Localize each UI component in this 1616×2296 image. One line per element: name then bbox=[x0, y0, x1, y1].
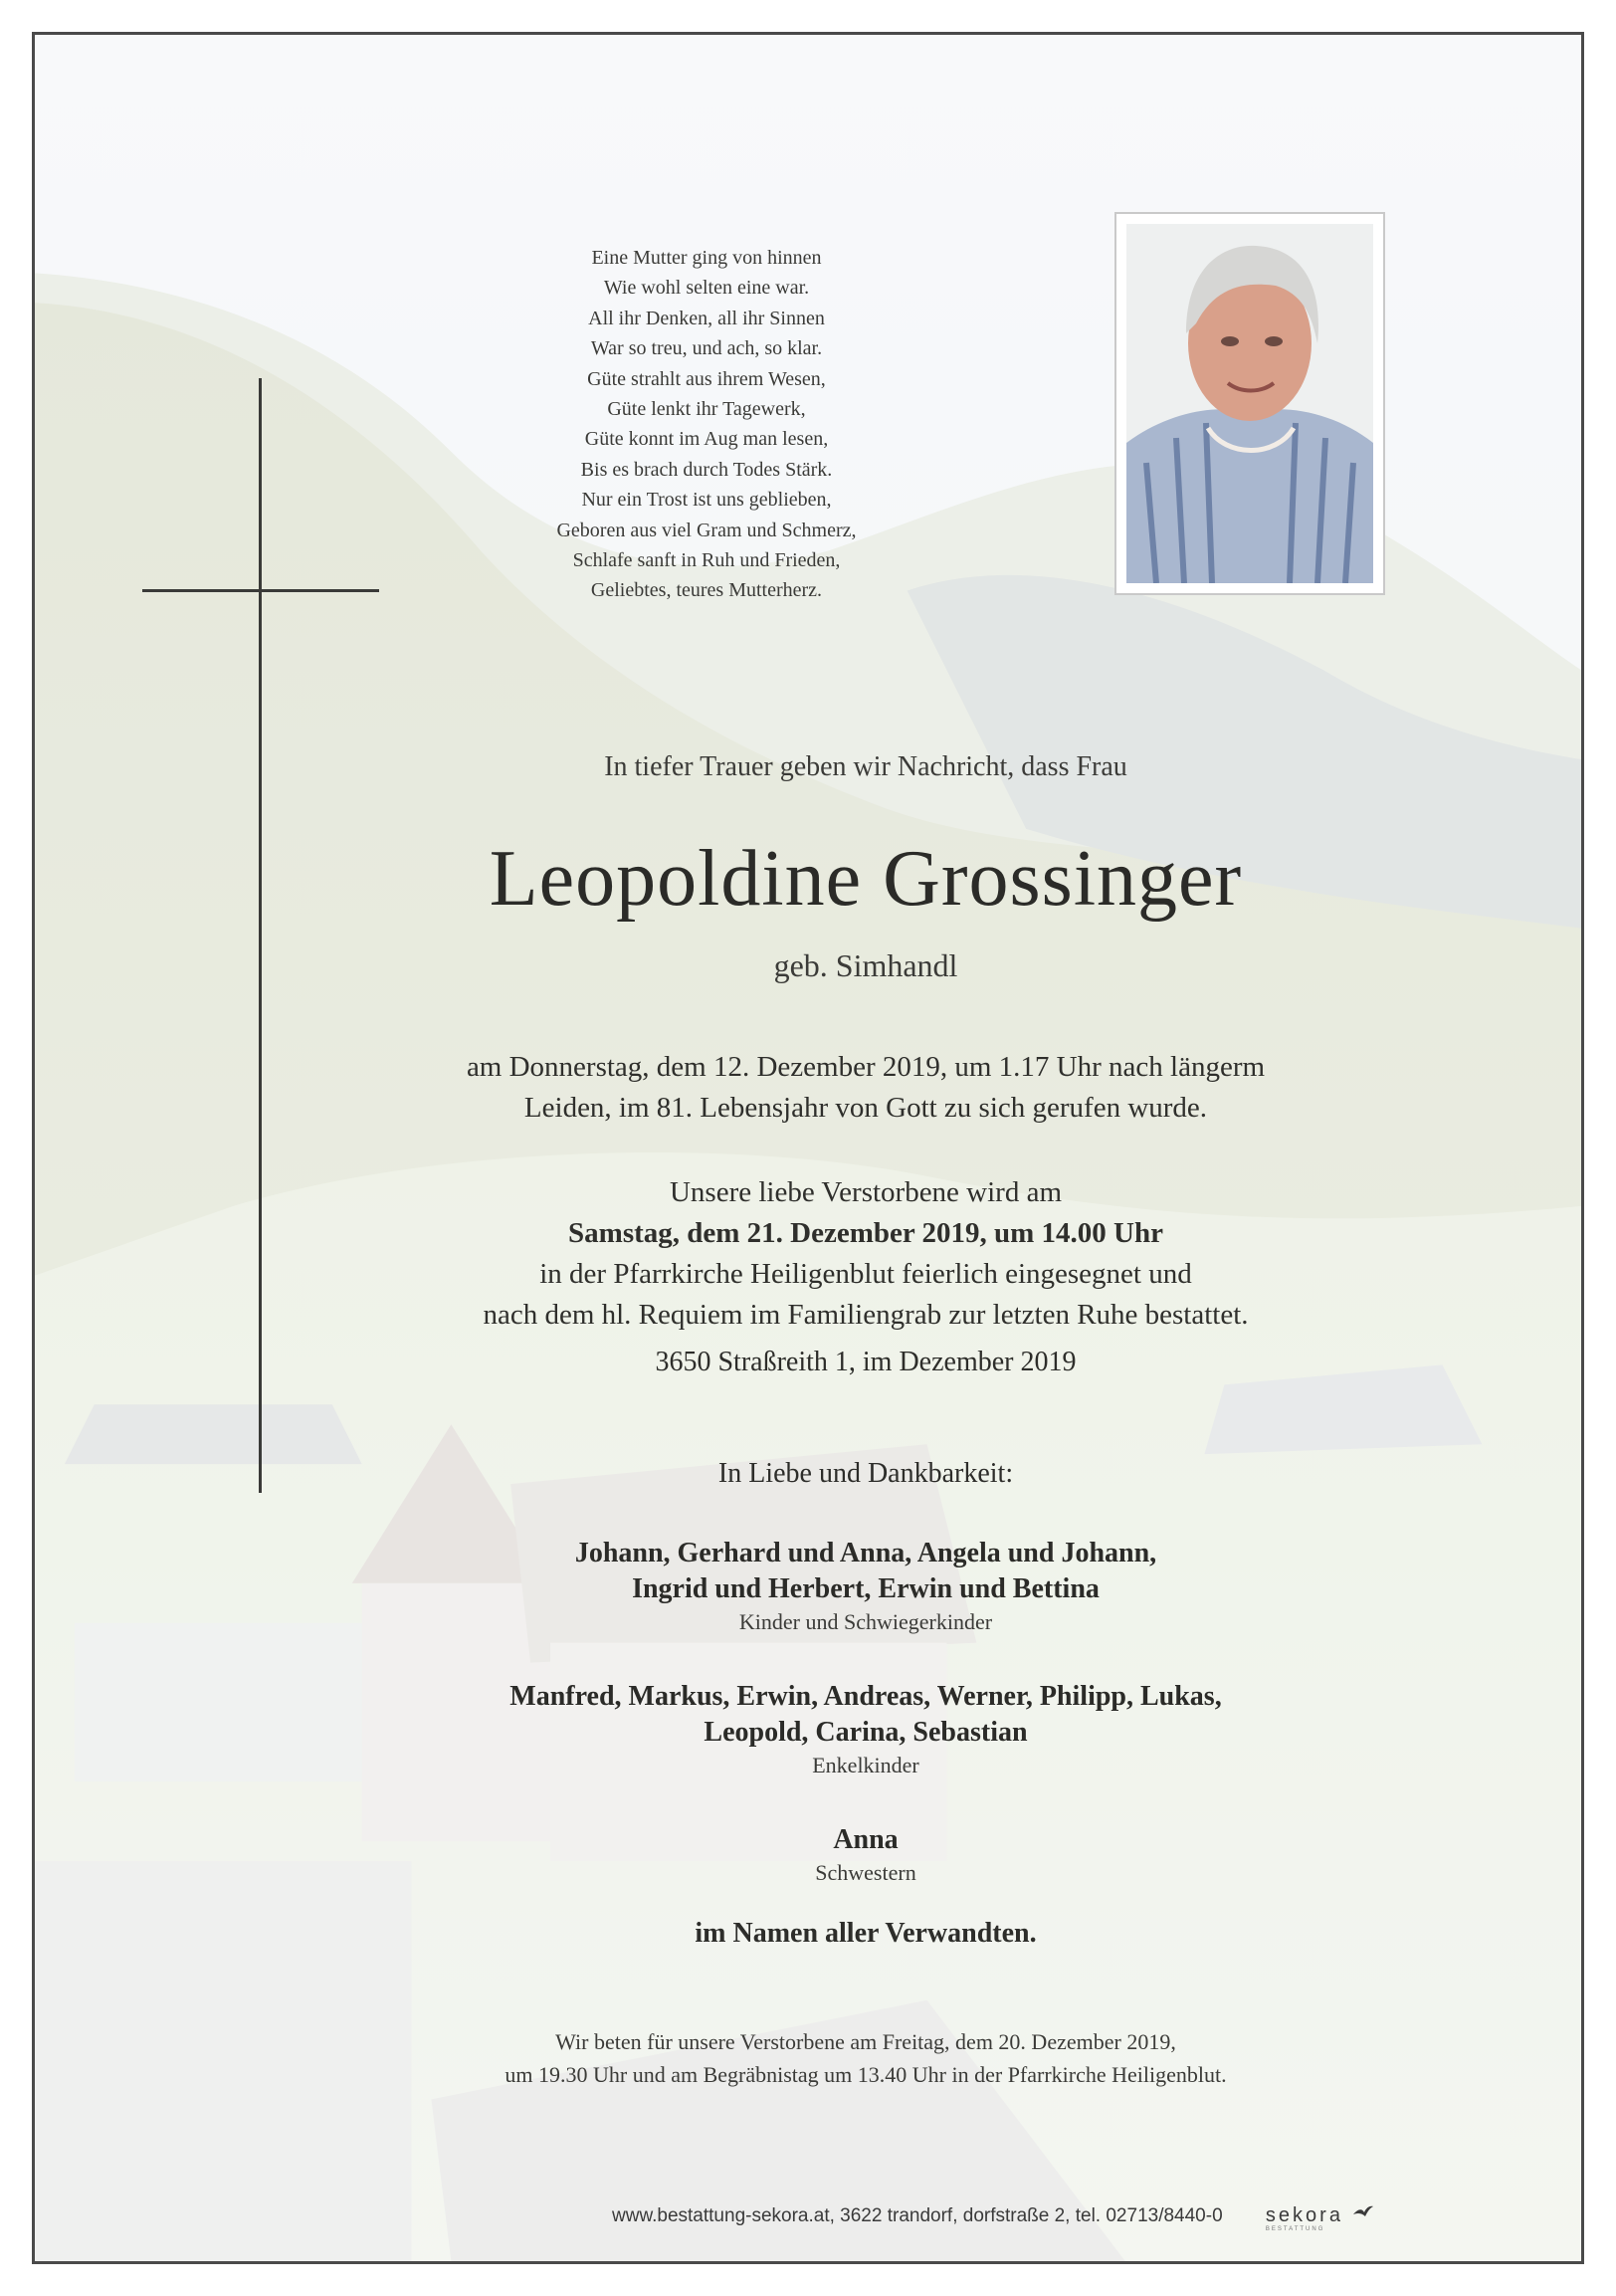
poem-line: War so treu, und ach, so klar. bbox=[590, 337, 823, 360]
brand-tag: BESTATTUNG bbox=[1265, 2226, 1325, 2232]
funeral-date bbox=[274, 1213, 1458, 1254]
poem-line: Güte strahlt aus ihrem Wesen, bbox=[587, 367, 826, 390]
cross-horizontal-bar bbox=[142, 589, 379, 592]
footer bbox=[612, 2204, 1557, 2232]
poem-line: Geliebtes, teures Mutterherz. bbox=[590, 579, 823, 602]
children-names: Johann, Gerhard und Anna, Angela und Johann, bbox=[574, 1538, 1157, 1568]
prayer-line: um 19.30 Uhr und am Begräbnistag um 13.40 Uhr in der Pfarrkirche Heiligenblut. bbox=[505, 2062, 1227, 2087]
portrait-image bbox=[1126, 224, 1373, 583]
cross-vertical-bar bbox=[259, 378, 262, 1493]
deceased-name: Leopoldine Grossinger bbox=[489, 835, 1243, 923]
poem-line: Eine Mutter ging von hinnen bbox=[591, 247, 822, 269]
children-names: Ingrid und Herbert, Erwin und Bettina bbox=[632, 1573, 1100, 1604]
grandchildren-group bbox=[274, 1679, 1458, 1780]
prayer-notice bbox=[274, 2025, 1458, 2091]
grandchildren-names: Leopold, Carina, Sebastian bbox=[704, 1717, 1028, 1748]
poem-line: Wie wohl selten eine war. bbox=[603, 277, 810, 300]
children-label: Kinder und Schwiegerkinder bbox=[738, 1609, 993, 1634]
poem-line: Güte lenkt ihr Tagewerk, bbox=[607, 398, 806, 421]
memorial-poem bbox=[483, 243, 930, 606]
poem-line: Geboren aus viel Gram und Schmerz, bbox=[556, 519, 857, 541]
sister-name: Anna bbox=[833, 1824, 899, 1855]
funeral-date-text: Samstag, dem 21. Dezember 2019, um 14.00 Uhr bbox=[568, 1217, 1163, 1249]
sister-label: Schwestern bbox=[815, 1860, 916, 1885]
closing-line: im Namen aller Verwandten. bbox=[695, 1918, 1037, 1949]
prayer-line: Wir beten für unsere Verstorbene am Freitag, dem 20. Dezember 2019, bbox=[555, 2029, 1176, 2054]
funeral-line: Unsere liebe Verstorbene wird am bbox=[669, 1176, 1063, 1208]
intro-text: In tiefer Trauer geben wir Nachricht, dass Frau bbox=[604, 751, 1127, 782]
poem-line: Bis es brach durch Todes Stärk. bbox=[580, 458, 833, 481]
death-line: Leiden, im 81. Lebensjahr von Gott zu sich gerufen wurde. bbox=[523, 1092, 1208, 1124]
place-date: 3650 Straßreith 1, im Dezember 2019 bbox=[655, 1347, 1077, 1377]
death-notice bbox=[274, 1047, 1458, 1129]
poem-line: Güte konnt im Aug man lesen, bbox=[584, 428, 829, 451]
funeral-line: nach dem hl. Requiem im Familiengrab zur letzten Ruhe bestattet. bbox=[483, 1299, 1249, 1331]
funeral-notice bbox=[274, 1172, 1458, 1336]
children-group bbox=[274, 1536, 1458, 1637]
death-line: am Donnerstag, dem 12. Dezember 2019, um 1.17 Uhr nach längerm bbox=[466, 1051, 1266, 1083]
grandchildren-names: Manfred, Markus, Erwin, Andreas, Werner, Philipp, Lukas, bbox=[509, 1681, 1222, 1712]
brand-logo bbox=[1265, 2204, 1374, 2232]
footer-contact: www.bestattung-sekora.at, 3622 trandorf, dorfstraße 2, tel. 02713/8440-0 bbox=[612, 2205, 1223, 2226]
poem-line: Schlafe sanft in Ruh und Frieden, bbox=[572, 549, 841, 572]
maiden-name: geb. Simhandl bbox=[773, 947, 958, 983]
portrait-photo bbox=[1114, 212, 1385, 595]
mourners-intro: In Liebe und Dankbarkeit: bbox=[717, 1458, 1014, 1489]
poem-line: All ihr Denken, all ihr Sinnen bbox=[588, 307, 825, 329]
bird-icon bbox=[1352, 2204, 1374, 2218]
brand-name: sekora bbox=[1265, 2204, 1343, 2226]
notice-frame bbox=[32, 32, 1584, 2264]
grandchildren-label: Enkelkinder bbox=[812, 1753, 919, 1777]
poem-line: Nur ein Trost ist uns geblieben, bbox=[581, 489, 832, 512]
sister-group bbox=[274, 1822, 1458, 1888]
funeral-line: in der Pfarrkirche Heiligenblut feierlich eingesegnet und bbox=[539, 1258, 1192, 1290]
